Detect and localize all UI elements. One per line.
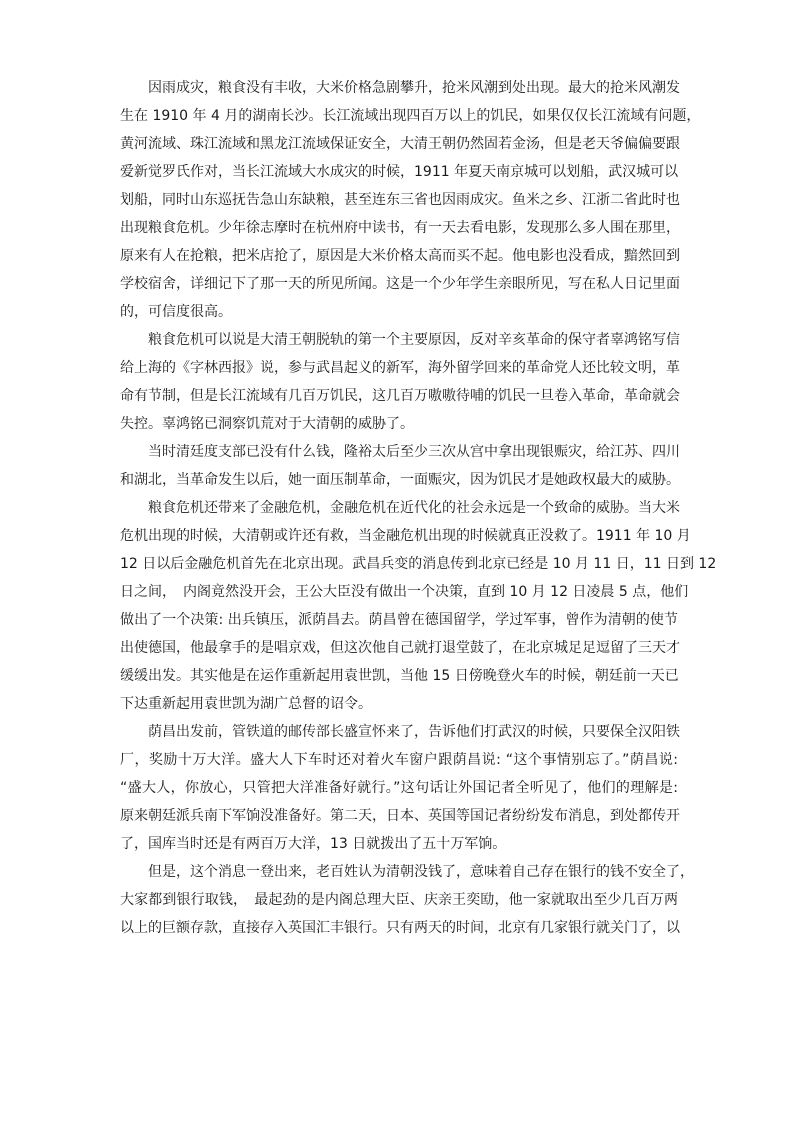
text-line: 生在 1910 年 4 月的湖南长沙。长江流域出现四百万以上的饥民，如果仅仅长江流域有问题， <box>120 108 701 124</box>
text-line: 大家都到银行取钱， 最起劲的是内阁总理大臣、庆亲王奕劻，他一家就取出至少几百万两 <box>120 892 678 908</box>
text-line: 原来有人在抢粮，把米店抢了，原因是大米价格太高而买不起。他电影也没看成，黯然回到 <box>120 248 680 264</box>
text-line: 爱新觉罗氏作对，当长江流域大水成灾的时候，1911 年夏天南京城可以划船，武汉城可以 <box>120 164 679 180</box>
text-line: 给上海的《字林西报》说，参与武昌起义的新军，海外留学回来的革命党人还比较文明，革 <box>120 360 680 376</box>
text-line: 缓缓出发。其实他是在运作重新起用袁世凯，当他 15 日傍晚登火车的时候，朝廷前一天已 <box>120 668 679 684</box>
text-line: 荫昌出发前，管铁道的邮传部长盛宣怀来了，告诉他们打武汉的时候，只要保全汉阳铁 <box>148 724 680 740</box>
text-line: 粮食危机可以说是大清王朝脱轨的第一个主要原因，反对辛亥革命的保守者辜鸿铭写信 <box>148 332 680 348</box>
text-line: 做出了一个决策: 出兵镇压，派荫昌去。荫昌曾在德国留学，学过军事，曾作为清朝的使节 <box>120 612 678 628</box>
paragraph <box>120 494 717 718</box>
text-line: 厂，奖励十万大洋。盛大人下车时还对着火车窗户跟荫昌说: “这个事情别忘了。”荫昌说: <box>120 752 678 768</box>
text-line: “盛大人，你放心，只管把大洋准备好就行。”这句话让外国记者全听见了，他们的理解是: <box>120 780 678 796</box>
text-line: 失控。辜鸿铭已洞察饥荒对于大清朝的威胁了。 <box>120 416 414 432</box>
text-line: 12 日以后金融危机首先在北京出现。武昌兵变的消息传到北京已经是 10 月 11 日，11 日到 12 <box>120 556 717 572</box>
text-line: 出现粮食危机。少年徐志摩时在杭州府中读书，有一天去看电影，发现那么多人围在那里， <box>120 220 680 236</box>
text-line: 和湖北，当革命发生以后，她一面压制革命，一面赈灾，因为饥民才是她政权最大的威胁。 <box>120 472 680 488</box>
text-line: 下达重新起用袁世凯为湖广总督的诏令。 <box>120 696 372 712</box>
text-line: 黄河流域、珠江流域和黑龙江流域保证安全，大清王朝仍然固若金汤，但是老天爷偏偏要跟 <box>120 136 680 152</box>
text-line: 命有节制，但是长江流域有几百万饥民，这几百万嗷嗷待哺的饥民一旦卷入革命，革命就会 <box>120 388 680 404</box>
text-line: 粮食危机还带来了金融危机，金融危机在近代化的社会永远是一个致命的威胁。当大米 <box>148 500 680 516</box>
paragraph <box>120 858 694 942</box>
text-line: 但是，这个消息一登出来，老百姓认为清朝没钱了，意味着自己存在银行的钱不安全了， <box>148 864 694 880</box>
text-line: 当时清廷度支部已没有什么钱，隆裕太后至少三次从宫中拿出现银赈灾，给江苏、四川 <box>148 444 680 460</box>
text-line: 出使德国，他最拿手的是唱京戏，但这次他自己就打退堂鼓了，在北京城足足逗留了三天才 <box>120 640 680 656</box>
paragraph <box>120 438 678 494</box>
text-line: 划船，同时山东巡抚告急山东缺粮，甚至连东三省也因雨成灾。鱼米之乡、江浙二省此时也 <box>120 192 680 208</box>
text-line: 危机出现的时候，大清朝或许还有救，当金融危机出现的时候就真正没救了。1911 年 10 月 <box>120 528 691 544</box>
article-body <box>120 74 717 942</box>
text-line: 原来朝廷派兵南下军饷没准备好。第二天，日本、英国等国记者纷纷发布消息，到处都传开 <box>120 808 680 824</box>
paragraph <box>120 326 678 438</box>
paragraph <box>120 718 678 858</box>
text-line: 了，国库当时还是有两百万大洋，13 日就拨出了五十万军饷。 <box>120 836 507 852</box>
text-line: 学校宿舍，详细记下了那一天的所见所闻。这是一个少年学生亲眼所见，写在私人日记里面 <box>120 276 680 292</box>
text-line: 日之间， 内阁竟然没开会，王公大臣没有做出一个决策，直到 10 月 12 日凌晨 5 点，他们 <box>120 584 689 600</box>
text-line: 以上的巨额存款，直接存入英国汇丰银行。只有两天的时间，北京有几家银行就关门了，以 <box>120 920 680 936</box>
text-line: 的，可信度很高。 <box>120 304 232 320</box>
text-line: 因雨成灾，粮食没有丰收，大米价格急剧攀升，抢米风潮到处出现。最大的抢米风潮发 <box>148 80 680 96</box>
paragraph <box>120 74 701 326</box>
